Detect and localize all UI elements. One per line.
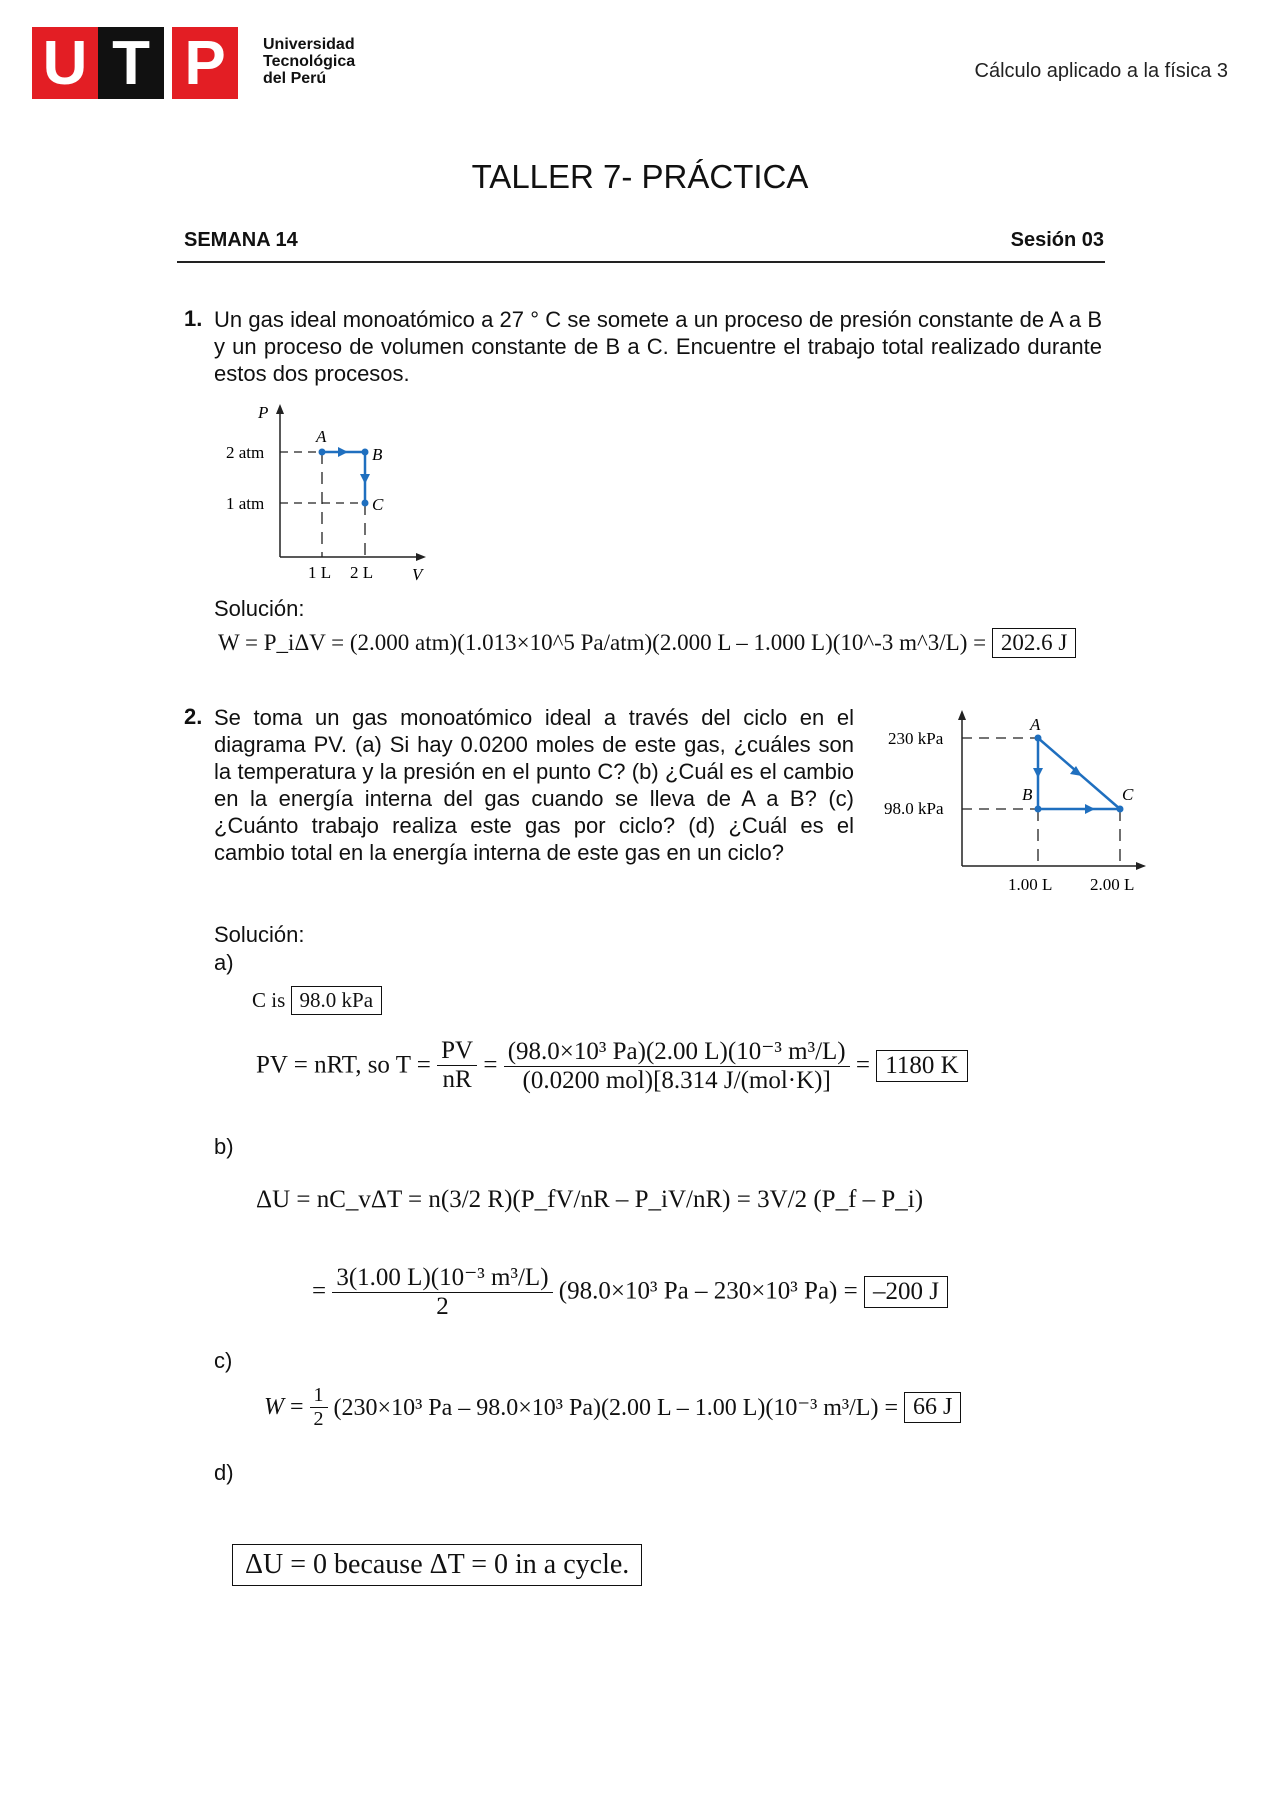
- part-c-answer: 66 J: [904, 1392, 961, 1423]
- part-c-half: $\frac{1}{2}$: [310, 1384, 328, 1431]
- part-a-frac2-num: (98.0×10³ Pa)(2.00 L)(10⁻³ m³/L): [504, 1036, 850, 1067]
- point-b: B: [372, 445, 383, 464]
- part-b-frac-num: 3(1.00 L)(10⁻³ m³/L): [332, 1262, 552, 1293]
- part-b-label: b): [214, 1134, 234, 1159]
- tick-1atm: 1 atm: [226, 494, 265, 513]
- logo-name-line3: del Perú: [263, 70, 327, 87]
- part-b-rest: (98.0×10³ Pa – 230×10³ Pa) =: [558, 1277, 858, 1305]
- point-a: A: [316, 427, 327, 446]
- logo-name-line1: Universidad: [263, 36, 355, 53]
- part-a-frac1-num: PV: [437, 1037, 477, 1066]
- part-a-pressure: [252, 986, 382, 1015]
- part-b-frac: [332, 1262, 552, 1321]
- tick-2L: 2 L: [350, 563, 374, 582]
- week-label: SEMANA 14: [184, 229, 298, 251]
- part-a-pressure-answer: 98.0 kPa: [291, 986, 383, 1015]
- problem-1-number: 1.: [184, 306, 203, 331]
- part-a-frac1-den: nR: [442, 1066, 472, 1093]
- part-c-label: c): [214, 1348, 233, 1373]
- part-c-eq: (230×10³ Pa – 98.0×10³ Pa)(2.00 L – 1.00 L)(10⁻³ m³/L) =: [333, 1395, 898, 1421]
- logo-letter-u: U: [32, 27, 98, 99]
- problem-2-number: 2.: [184, 704, 203, 729]
- point-c: C: [1122, 785, 1134, 804]
- tick-2.00L: 2.00 L: [1090, 875, 1135, 894]
- p-axis-label: P: [258, 403, 269, 422]
- problem-1-pv-diagram: [220, 402, 440, 587]
- problem-1-text: Un gas ideal monoatómico a 27 ° C se somete a un proceso de presión constante de A a B y un proceso de volumen constante de B a C. Encuentre el trabajo total realizado durante estos dos procesos.: [214, 307, 1102, 386]
- part-a-answer: 1180 K: [876, 1050, 967, 1082]
- problem-1-answer: 202.6 J: [992, 628, 1076, 658]
- header-rule: [177, 261, 1105, 263]
- session-label: Sesión 03: [1010, 229, 1104, 251]
- part-a-frac1: [437, 1037, 477, 1094]
- part-d-answer: ΔU = 0 because ΔT = 0 in a cycle.: [232, 1544, 642, 1586]
- point-c: C: [372, 495, 384, 514]
- part-a-frac2-den: (0.0200 mol)[8.314 J/(mol·K)]: [522, 1067, 831, 1094]
- logo-letter-p: P: [164, 27, 238, 99]
- problem-2-solution-label: Solución:: [214, 922, 305, 947]
- course-name: Cálculo aplicado a la física 3: [974, 60, 1228, 82]
- part-c-equation: W = $\frac{1}{2}$ (230×10³ Pa – 98.0×10³ Pa)(2.00 L – 1.00 L)(10⁻³ m³/L) = 66 J: [264, 1384, 961, 1431]
- tick-230kPa: 230 kPa: [888, 729, 944, 748]
- tick-98kPa: 98.0 kPa: [884, 799, 944, 818]
- tick-1L: 1 L: [308, 563, 332, 582]
- part-a-temperature: PV = nRT, so T = $\frac{PV}{nR}$ = $\frac{\text{(98.0×10³ Pa)(2.00 L)(10⁻³ m³/L)}}{\text{(0.0200 mol)[8.314 J/(mol·K)]}}$ = 1180 K: [256, 1036, 968, 1095]
- tick-1.00L: 1.00 L: [1008, 875, 1053, 894]
- part-d-answer-wrap: [232, 1544, 642, 1586]
- part-b-frac-den: 2: [436, 1293, 449, 1320]
- logo-name-line2: Tecnológica: [263, 53, 356, 70]
- page-title: TALLER 7- PRÁCTICA: [471, 158, 809, 195]
- part-b-answer: –200 J: [864, 1276, 948, 1308]
- problem-1-equation: W = P_iΔV = (2.000 atm)(1.013×10^5 Pa/atm)(2.000 L – 1.000 L)(10^-3 m^3/L) =: [218, 630, 987, 655]
- point-b: B: [1022, 785, 1033, 804]
- logo-letter-t: T: [98, 27, 164, 99]
- part-d-label: d): [214, 1460, 234, 1485]
- problem-2-pv-diagram: [880, 708, 1150, 898]
- part-b-line2: = $\frac{\text{3(1.00 L)(10⁻³ m³/L)}}{2}$ (98.0×10³ Pa – 230×10³ Pa) = –200 J: [312, 1262, 948, 1321]
- part-a-label: a): [214, 950, 234, 975]
- part-b-line1: ΔU = nC_vΔT = n(3/2 R)(P_fV/nR – P_iV/nR) = 3V/2 (P_f – P_i): [256, 1186, 924, 1213]
- utp-logo: [32, 27, 238, 99]
- problem-2-text: Se toma un gas monoatómico ideal a través del ciclo en el diagrama PV. (a) Si hay 0.0200 moles de este gas, ¿cuáles son la temperatura y la presión en el punto C? (b) ¿Cuál es el cambio en la energía interna del gas cuando se lleva de A a B? (c) ¿Cuánto trabajo realiza este gas por ciclo? (d) ¿Cuál es el cambio total en la energía interna de este gas en un ciclo?: [214, 705, 854, 865]
- logo-name: [263, 36, 355, 87]
- part-a-prefix: C is: [252, 988, 286, 1012]
- point-a: A: [1030, 715, 1041, 734]
- v-axis-label: V: [412, 565, 423, 584]
- part-a-lhs: PV = nRT, so T =: [256, 1051, 431, 1079]
- problem-1-solution-label: Solución:: [214, 596, 305, 621]
- part-a-frac2: [504, 1036, 850, 1095]
- tick-2atm: 2 atm: [226, 443, 265, 462]
- problem-1-solution: [218, 628, 1076, 658]
